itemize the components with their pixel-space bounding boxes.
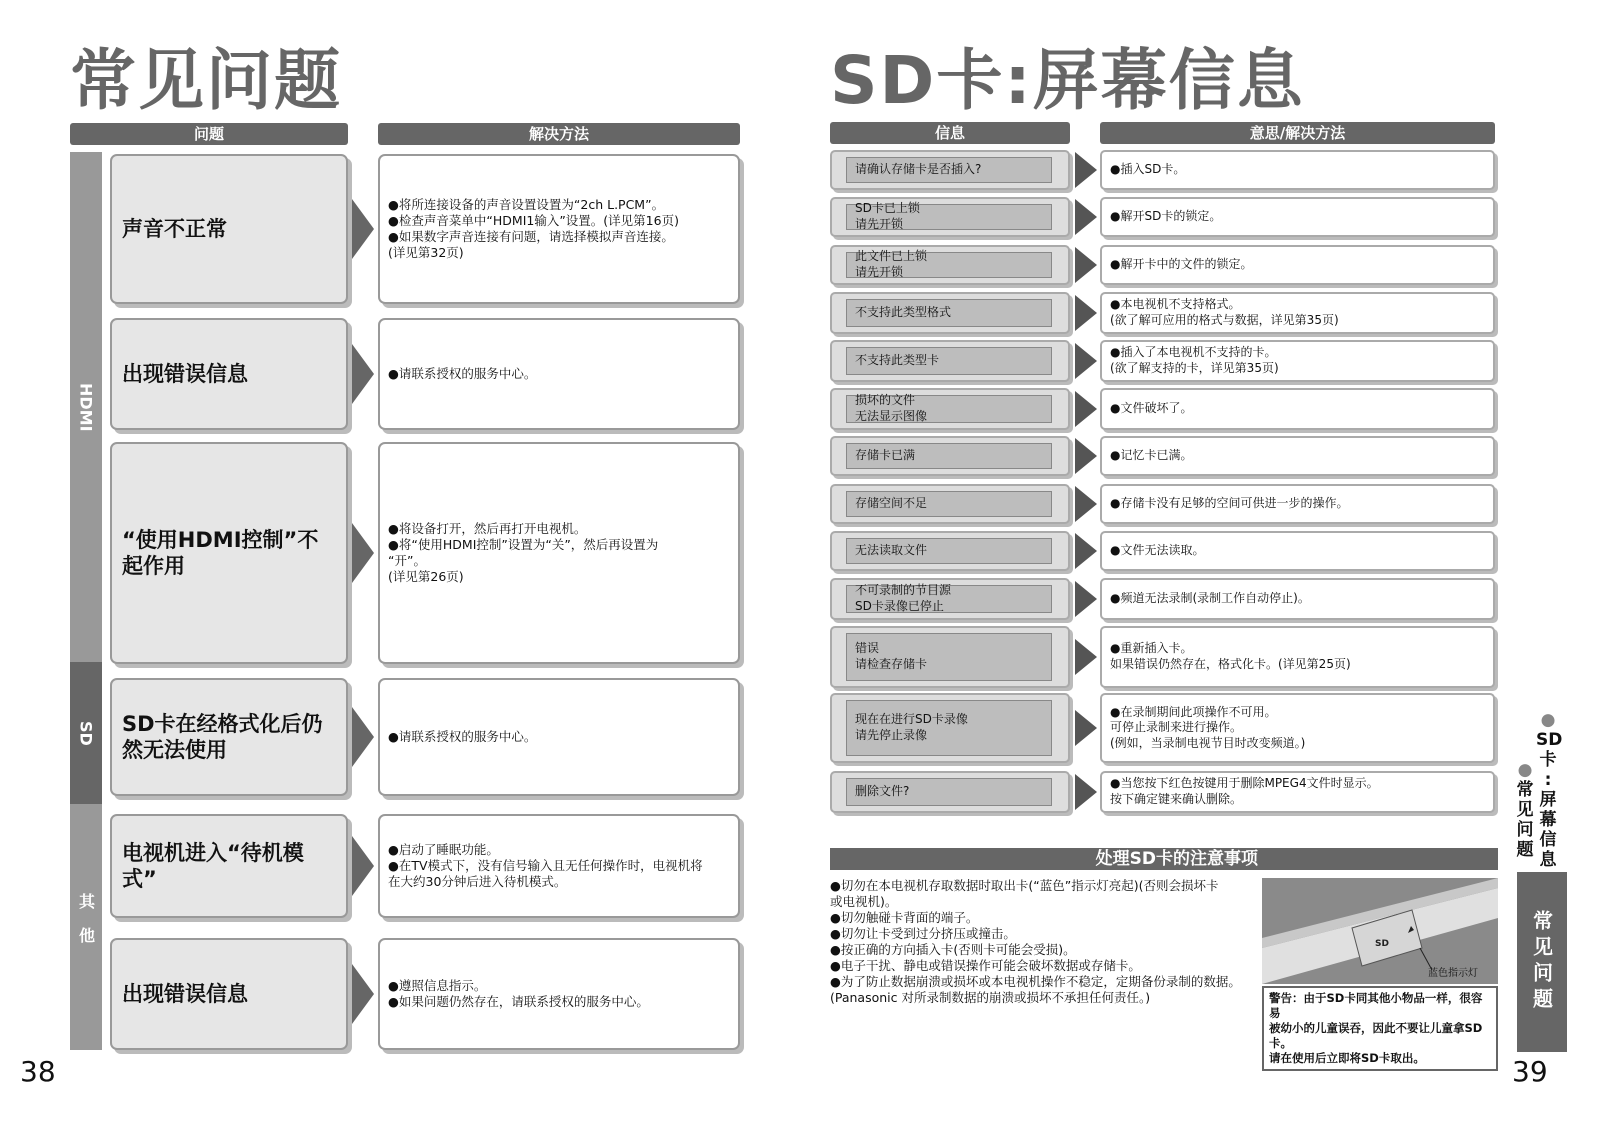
meaning-cell <box>1100 150 1495 190</box>
meaning-line: (例如，当录制电视节目时改变频道。) <box>1110 735 1306 750</box>
meaning-cell <box>1100 340 1495 382</box>
side-tab-index <box>1536 710 1563 870</box>
meaning-line: 按下确定键来确认删除。 <box>1110 792 1243 806</box>
info-line: 损坏的文件 <box>855 393 916 408</box>
meaning-cell <box>1100 245 1495 285</box>
meaning-cell <box>1100 578 1495 620</box>
info-inner <box>846 491 1052 517</box>
meaning-line: ●解开SD卡的锁定。 <box>1110 209 1222 224</box>
info-inner <box>846 249 1052 279</box>
question-cell: “使用HDMI控制”不起作用 <box>110 442 348 664</box>
info-inner <box>846 347 1052 375</box>
header-problem: 问题 <box>70 123 348 145</box>
arrow-icon <box>1075 152 1097 188</box>
arrow-icon <box>1075 343 1097 379</box>
indicator-label: 蓝色指示灯 <box>1428 968 1478 979</box>
arrow-icon <box>1075 581 1097 617</box>
solution-line: “开”。 <box>388 553 426 568</box>
tab-char: SD <box>1536 730 1563 750</box>
solution-cell <box>378 678 740 796</box>
meaning-line: (欲了解可应用的格式与数据，详见第35页) <box>1110 313 1339 327</box>
solution-line: (详见第26页) <box>388 569 464 585</box>
meaning-line: ●频道无法录制(录制工作自动停止)。 <box>1110 591 1310 606</box>
info-cell <box>830 771 1070 813</box>
meaning-cell <box>1100 771 1495 813</box>
info-line: SD卡已上锁 <box>855 201 920 216</box>
question-cell: SD卡在经格式化后仍然无法使用 <box>110 678 348 796</box>
info-cell <box>830 531 1070 571</box>
arrow-icon <box>1075 438 1097 474</box>
info-line: 不可录制的节目源 <box>855 583 952 598</box>
tab-char: 见 <box>1516 800 1534 820</box>
solution-line: ●请联系授权的服务中心。 <box>388 365 537 381</box>
solution-line: ●将“使用HDMI控制”设置为“关”，然后再设置为 <box>388 536 659 552</box>
info-cell <box>830 436 1070 476</box>
tab-char: 常 <box>1516 780 1534 800</box>
question-cell: 出现错误信息 <box>110 938 348 1050</box>
tab-bullet: ● <box>1540 710 1556 730</box>
info-cell <box>830 340 1070 382</box>
solution-line: ●如果问题仍然存在，请联系授权的服务中心。 <box>388 994 649 1009</box>
warning-line: 警告：由于SD卡同其他小物品一样，很容易 <box>1269 991 1483 1020</box>
question-cell: 出现错误信息 <box>110 318 348 430</box>
arrow-icon <box>352 523 374 583</box>
caution-item: ●切勿触碰卡背面的端子。 <box>830 910 979 925</box>
info-inner <box>846 585 1052 613</box>
solution-cell <box>378 938 740 1050</box>
header-info: 信息 <box>830 122 1070 144</box>
solution-line: ●在TV模式下，没有信号输入且无任何操作时，电视机将 <box>388 857 703 873</box>
tab-char: 卡 <box>1539 750 1557 770</box>
question-cell: 声音不正常 <box>110 154 348 304</box>
header-solution: 解决方法 <box>378 123 740 145</box>
info-cell <box>830 578 1070 620</box>
arrow-icon <box>1075 199 1097 235</box>
info-line: SD卡录像已停止 <box>855 599 944 613</box>
solution-line: ●将设备打开，然后再打开电视机。 <box>388 520 587 536</box>
solution-line: ●将所连接设备的声音设置设置为“2ch L.PCM”。 <box>388 196 665 212</box>
meaning-line: ●本电视机不支持格式。 <box>1110 297 1241 312</box>
info-line: 不支持此类型卡 <box>855 353 940 368</box>
info-cell <box>830 693 1070 763</box>
info-cell <box>830 197 1070 237</box>
info-inner <box>846 700 1052 756</box>
info-inner <box>846 157 1052 183</box>
arrow-icon <box>1075 247 1097 283</box>
arrow-icon <box>1075 533 1097 569</box>
arrow-icon <box>352 344 374 404</box>
meaning-line: ●重新插入卡。 <box>1110 641 1193 656</box>
info-line: 请先开锁 <box>855 265 904 279</box>
caution-item: ●电子干扰、静电或错误操作可能会破坏数据或存储卡。 <box>830 958 1141 973</box>
info-line: 请先开锁 <box>855 217 904 231</box>
tab-char: : <box>1544 770 1552 790</box>
info-cell <box>830 484 1070 524</box>
caution-item: ●为了防止数据崩溃或损坏或本电视机操作不稳定，定期备份录制的数据。 <box>830 974 1241 989</box>
info-cell <box>830 245 1070 285</box>
meaning-line: ●插入了本电视机不支持的卡。 <box>1110 345 1277 360</box>
tab-char: 屏 <box>1539 790 1557 810</box>
arrow-icon <box>1075 710 1097 746</box>
meaning-cell <box>1100 292 1495 334</box>
info-inner <box>846 778 1052 806</box>
info-inner <box>846 395 1052 423</box>
info-cell <box>830 388 1070 430</box>
caution-list <box>830 878 1260 1006</box>
solution-line: ●遵照信息指示。 <box>388 977 487 993</box>
meaning-line: ●文件破坏了。 <box>1110 401 1193 416</box>
meaning-line: ●解开卡中的文件的锁定。 <box>1110 257 1253 272</box>
info-line: 错误 <box>855 641 880 656</box>
info-line: 请先停止录像 <box>855 728 928 742</box>
arrow-icon <box>1075 774 1097 810</box>
info-line: 存储卡已满 <box>855 448 916 463</box>
info-line: 不支持此类型格式 <box>855 305 952 320</box>
arrow-icon <box>1075 486 1097 522</box>
tab-char: 信 <box>1539 830 1557 850</box>
header-meaning: 意思/解决方法 <box>1100 122 1495 144</box>
info-cell <box>830 150 1070 190</box>
info-inner <box>846 633 1052 681</box>
meaning-cell <box>1100 484 1495 524</box>
svg-text:SD: SD <box>1375 939 1389 949</box>
caution-item: 或电视机)。 <box>830 894 898 909</box>
arrow-icon <box>352 836 374 896</box>
info-line: 请确认存储卡是否插入? <box>855 162 982 177</box>
caution-item: ●切勿让卡受到过分挤压或撞击。 <box>830 926 1016 941</box>
page-title-left: 常见问题 <box>70 42 342 119</box>
meaning-line: ●插入SD卡。 <box>1110 162 1186 177</box>
caution-item: ●切勿在本电视机存取数据时取出卡(“蓝色”指示灯亮起)(否则会损坏卡 <box>830 878 1219 893</box>
meaning-line: ●记忆卡已满。 <box>1110 448 1193 463</box>
meaning-cell <box>1100 626 1495 688</box>
warning-line: 被幼小的儿童误吞，因此不要让儿童拿SD卡。 <box>1269 1021 1483 1050</box>
solution-line: ●请联系授权的服务中心。 <box>388 728 537 744</box>
page-number-left: 38 <box>20 1055 56 1088</box>
side-label-other: 其他 <box>70 804 102 1050</box>
sd-slot-illustration <box>1262 878 1498 984</box>
arrow-icon <box>352 964 374 1024</box>
solution-cell <box>378 154 740 304</box>
arrow-icon <box>1075 295 1097 331</box>
meaning-line: 如果错误仍然存在，格式化卡。(详见第25页) <box>1110 657 1351 671</box>
solution-line: ●如果数字声音连接有问题，请选择模拟声音连接。 <box>388 229 674 244</box>
info-cell <box>830 292 1070 334</box>
caution-item: (Panasonic 对所录制数据的崩溃或损坏不承担任何责任。) <box>830 990 1151 1005</box>
solution-line: ●启动了睡眠功能。 <box>388 841 499 857</box>
info-line: 无法显示图像 <box>855 409 928 423</box>
meaning-line: 可停止录制来进行操作。 <box>1110 720 1243 735</box>
meaning-cell <box>1100 531 1495 571</box>
tab-char: 幕 <box>1539 810 1557 830</box>
solution-cell <box>378 814 740 918</box>
meaning-line: ●当您按下红色按键用于删除MPEG4文件时显示。 <box>1110 776 1379 791</box>
info-line: 现在在进行SD卡录像 <box>855 712 968 727</box>
info-line: 此文件已上锁 <box>855 249 928 264</box>
caution-title: 处理SD卡的注意事项 <box>830 848 1498 870</box>
meaning-cell <box>1100 388 1495 430</box>
side-label-hdmi: HDMI <box>70 152 102 662</box>
solution-line: 在大约30分钟后进入待机模式。 <box>388 874 567 890</box>
question-cell: 电视机进入“待机模式” <box>110 814 348 918</box>
arrow-icon <box>352 707 374 767</box>
solution-line: ●检查声音菜单中“HDMI1输入”设置。(详见第16页) <box>388 212 679 228</box>
warning-line: 请在使用后立即将SD卡取出。 <box>1269 1051 1425 1065</box>
solution-cell <box>378 318 740 430</box>
tab-char: 问 <box>1516 820 1534 840</box>
info-cell <box>830 626 1070 688</box>
arrow-icon <box>1075 639 1097 675</box>
solution-line: (详见第32页) <box>388 245 464 261</box>
meaning-line: ●文件无法读取。 <box>1110 543 1205 558</box>
side-tab-index-2 <box>1514 760 1536 860</box>
info-inner <box>846 201 1052 231</box>
page-number-right: 39 <box>1512 1055 1548 1088</box>
info-line: 无法读取文件 <box>855 543 928 558</box>
info-inner <box>846 299 1052 327</box>
side-label-sd: SD <box>70 662 102 804</box>
tab-bullet: ● <box>1517 760 1533 780</box>
solution-cell <box>378 442 740 664</box>
info-inner <box>846 538 1052 564</box>
side-tab-current: 常见问题 <box>1517 872 1567 1052</box>
meaning-line: ●在录制期间此项操作不可用。 <box>1110 704 1277 719</box>
info-line: 存储空间不足 <box>855 496 928 511</box>
meaning-cell <box>1100 197 1495 237</box>
caution-item: ●按正确的方向插入卡(否则卡可能会受损)。 <box>830 942 1076 957</box>
info-line: 请检查存储卡 <box>855 657 928 671</box>
arrow-icon <box>1075 391 1097 427</box>
info-inner <box>846 443 1052 469</box>
tab-char: 息 <box>1539 850 1557 870</box>
page-title-right: SD卡:屏幕信息 <box>830 42 1305 119</box>
meaning-line: ●存储卡没有足够的空间可供进一步的操作。 <box>1110 496 1349 511</box>
info-line: 删除文件? <box>855 784 910 799</box>
meaning-cell <box>1100 436 1495 476</box>
tab-char: 题 <box>1516 840 1534 860</box>
meaning-cell <box>1100 693 1495 763</box>
warning-box <box>1262 986 1498 1071</box>
arrow-icon <box>352 199 374 259</box>
meaning-line: (欲了解支持的卡，详见第35页) <box>1110 361 1279 375</box>
